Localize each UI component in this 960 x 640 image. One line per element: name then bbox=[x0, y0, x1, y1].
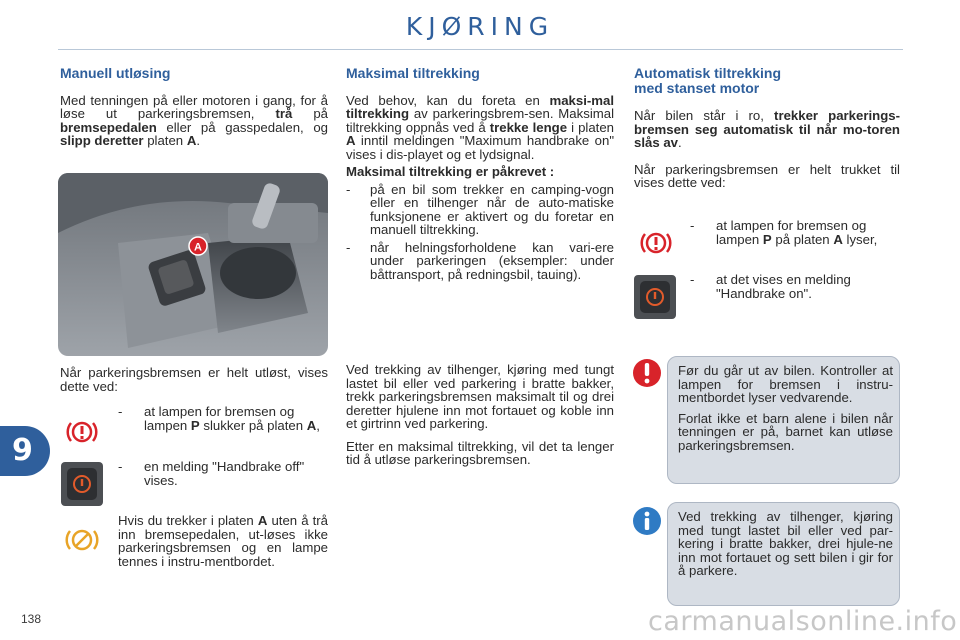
text-run: når helningsforholdene kan vari-ere under parkeringen (eksempler: under båttransport, på redningsbil, tauing). bbox=[370, 239, 614, 282]
text-bold: slipp deretter bbox=[60, 133, 144, 148]
auto-tightening-intro bbox=[634, 109, 900, 150]
text-bold: bremsepedalen bbox=[60, 119, 157, 135]
after-release-text: Når parkeringsbremsen er helt utløst, vises dette ved: bbox=[60, 365, 328, 394]
heading-max-tightening: Maksimal tiltrekking bbox=[346, 65, 480, 81]
warning-text-1: Før du går ut av bilen. Kontroller at lampen for bremsen i instru-mentbordet lyser vedvarende. bbox=[678, 363, 893, 405]
text-bold: trå bbox=[275, 106, 293, 121]
text-run: av parkeringsbrem-sen. Maksimal tiltrekking oppnås ved å bbox=[346, 106, 614, 135]
text-bold: P bbox=[762, 231, 772, 247]
text-run: på en bil som trekker en camping-vogn eller en tilhenger når de auto-matiske funksjonene er aktivert og du foretar en manuell tiltrekking. bbox=[370, 181, 614, 237]
warning-callout bbox=[667, 356, 900, 484]
trailer-advice: Ved trekking av tilhenger, kjøring med tungt lastet bil eller ved parkering i bratte bakker, trekk parkeringsbremsen maksimalt til og drei deretter hjulene inn mot fortauet og koble inn et girtrinn ved parkering. bbox=[346, 362, 614, 431]
heading-line: med stanset motor bbox=[634, 79, 760, 96]
text-run: at lampen for bremsen og lampen bbox=[144, 404, 295, 433]
release-footnote bbox=[118, 514, 328, 568]
header-rule bbox=[58, 49, 903, 50]
release-item-lamp bbox=[118, 405, 328, 432]
photo-label-a: A bbox=[194, 241, 202, 254]
max-tightening-intro bbox=[346, 94, 614, 162]
text-run: lyser, bbox=[842, 231, 878, 247]
text-run: at lampen for bremsen og lampen bbox=[716, 218, 867, 247]
auto-tightening-signs: Når parkeringsbremsen er helt trukket til vises dette ved: bbox=[634, 161, 900, 190]
text-bold: P bbox=[190, 417, 200, 433]
column-3 bbox=[634, 66, 900, 199]
text-run: . bbox=[678, 135, 682, 150]
heading-auto-tightening bbox=[634, 66, 900, 95]
heading-manual-release: Manuell utløsing bbox=[60, 65, 171, 81]
text-bold: A bbox=[257, 513, 268, 528]
heading-line: Automatisk tiltrekking bbox=[634, 65, 782, 81]
manual-release-intro bbox=[60, 94, 328, 148]
text-run: Med tenningen på eller motoren i gang, for å løse ut parkeringsbremsen, bbox=[60, 92, 328, 121]
release-item-message bbox=[118, 460, 328, 487]
text-run: at det vises en melding "Handbrake on". bbox=[716, 272, 851, 301]
dash-marker: - bbox=[118, 404, 123, 419]
required-item-trailer bbox=[346, 183, 614, 237]
text-bold: A bbox=[346, 133, 356, 148]
column-1 bbox=[60, 66, 328, 157]
exclamation-icon bbox=[632, 358, 662, 388]
page-header-title: KJØRING bbox=[405, 12, 555, 41]
brake-warning-icon bbox=[638, 229, 674, 257]
dash-marker: - bbox=[690, 218, 695, 233]
text-run: platen bbox=[143, 133, 187, 148]
chapter-tab bbox=[0, 426, 50, 476]
warning-text-2: Forlat ikke et barn alene i bilen når tenningen er på, barnet kan utløse parkeringsbremsen. bbox=[678, 410, 893, 453]
info-callout bbox=[667, 502, 900, 606]
text-run: på platen bbox=[771, 231, 834, 247]
text-run: . bbox=[196, 133, 201, 148]
column-2 bbox=[346, 66, 614, 281]
page-number: 138 bbox=[21, 612, 42, 626]
console-photo bbox=[58, 173, 328, 356]
text-run: inntil meldingen "Maximum handbrake on" vises i dis-playet og et lydsignal. bbox=[346, 133, 614, 162]
text-bold: trekker parkerings-bremsen seg automatisk til når mo-toren slås av bbox=[634, 108, 900, 150]
applied-item-lamp bbox=[690, 219, 900, 246]
dash-marker: - bbox=[346, 181, 351, 197]
text-bold: A bbox=[186, 133, 197, 148]
max-tightening-required: Maksimal tiltrekking er påkrevet : bbox=[346, 164, 555, 179]
release-delay-note: Etter en maksimal tiltrekking, vil det ta lenger tid å utløse parkeringsbremsen. bbox=[346, 438, 614, 467]
text-run: Hvis du trekker i platen bbox=[118, 513, 258, 528]
text-run: Når bilen står i ro, bbox=[634, 108, 775, 123]
dash-marker: - bbox=[690, 272, 695, 287]
text-bold: trekke lenge bbox=[489, 119, 568, 135]
info-text: Ved trekking av tilhenger, kjøring med tungt lastet bil eller ved par-kering i bratte bakker, drei hjule-ne inn mot fortauet og sett bilen i gir for å parkere. bbox=[678, 509, 893, 578]
text-bold: maksi-mal tiltrekking bbox=[346, 92, 614, 121]
info-icon bbox=[632, 506, 662, 536]
text-run: slukker på platen bbox=[199, 417, 307, 433]
chapter-number: 9 bbox=[12, 433, 33, 468]
applied-item-message bbox=[690, 273, 900, 300]
brake-warning-icon bbox=[64, 418, 100, 446]
brake-fault-icon bbox=[62, 526, 102, 554]
dash-marker: - bbox=[346, 239, 351, 255]
text-bold: A bbox=[833, 231, 843, 247]
column-2-lower bbox=[346, 363, 614, 476]
switch-icon bbox=[632, 274, 678, 320]
text-run: , bbox=[316, 417, 320, 433]
dash-marker: - bbox=[118, 459, 123, 474]
text-bold: A bbox=[306, 417, 317, 433]
text-run: Ved behov, kan du foreta en bbox=[346, 92, 550, 108]
text-run: uten å trå inn bremsepedalen, ut-løses ikke parkeringsbremsen og en lampe tennes i instru-mentbordet. bbox=[118, 513, 328, 569]
text-run: på bbox=[292, 106, 328, 121]
text-run: i platen bbox=[567, 119, 614, 135]
required-item-slope bbox=[346, 241, 614, 282]
text-run: en melding "Handbrake off" vises. bbox=[144, 459, 305, 488]
switch-icon bbox=[60, 461, 104, 507]
watermark: carmanualsonline.info bbox=[648, 606, 958, 637]
text-run: eller på gasspedalen, og bbox=[156, 119, 328, 135]
console-illustration bbox=[58, 173, 328, 356]
